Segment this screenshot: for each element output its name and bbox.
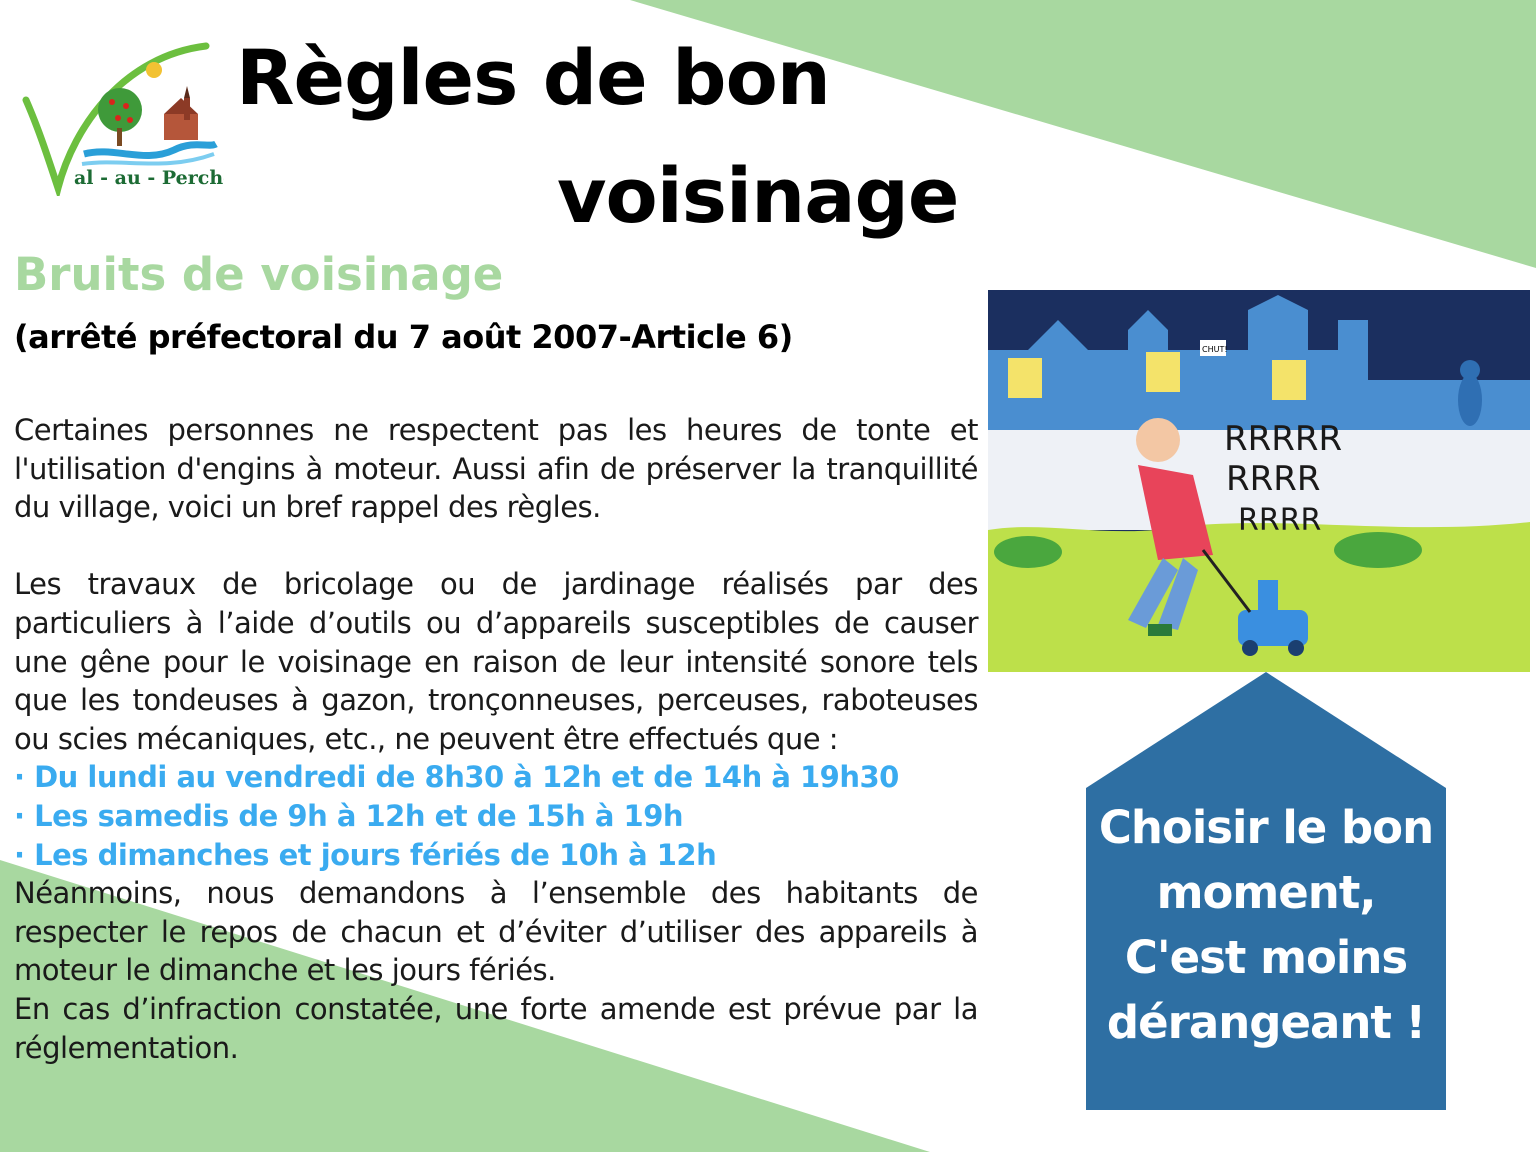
sound-line-2: RRRR: [1226, 459, 1321, 499]
rules-paragraph: Les travaux de bricolage ou de jardinage réalisés par des particuliers à l’aide d’outils ou d’appareils susceptibles de causer une gêne pour le voisinage en raison de leur intensité sonore tels que les tondeuses à gazon, tronçonneuses, perceuses, raboteuses ou scies mécaniques, etc., ne peuvent être effectués que :: [14, 567, 978, 756]
body-text: [14, 411, 978, 1067]
schedule-sundays: · Les dimanches et jours fériés de 10h à 12h: [14, 837, 717, 872]
penalty-paragraph: En cas d’infraction constatée, une forte amende est prévue par la réglementation.: [14, 991, 978, 1065]
section-subtitle: Bruits de voisinage: [14, 248, 504, 301]
schedule-saturdays: · Les samedis de 9h à 12h et de 15h à 19h: [14, 798, 684, 833]
chut-sign: CHUT!: [1202, 345, 1228, 354]
house-line-4: dérangeant !: [1106, 996, 1426, 1049]
page-title-line-2: voisinage: [557, 151, 959, 240]
page-title-line-1: Règles de bon: [236, 33, 830, 122]
house-line-3: C'est moins: [1124, 931, 1408, 984]
house-line-1: Choisir le bon: [1098, 801, 1434, 854]
house-line-2: moment,: [1156, 866, 1376, 919]
logo-text: al - au - Perche: [74, 167, 224, 189]
sound-line-3: RRRR: [1238, 503, 1322, 538]
decree-reference: (arrêté préfectoral du 7 août 2007-Article 6): [14, 318, 793, 356]
house-callout-text: [1092, 795, 1440, 1055]
sound-line-1: RRRRR: [1224, 419, 1343, 459]
lawnmower-illustration: [988, 290, 1530, 672]
intro-paragraph: Certaines personnes ne respectent pas les heures de tonte et l'utilisation d'engins à moteur. Aussi afin de préserver la tranquillité du village, voici un bref rappel des règles.: [14, 413, 978, 525]
val-au-perche-logo: [14, 36, 224, 196]
schedule-weekdays: · Du lundi au vendredi de 8h30 à 12h et de 14h à 19h30: [14, 760, 899, 795]
request-paragraph: Néanmoins, nous demandons à l’ensemble des habitants de respecter le repos de chacun et d’éviter d’utiliser des appareils à moteur le dimanche et les jours fériés.: [14, 876, 978, 988]
